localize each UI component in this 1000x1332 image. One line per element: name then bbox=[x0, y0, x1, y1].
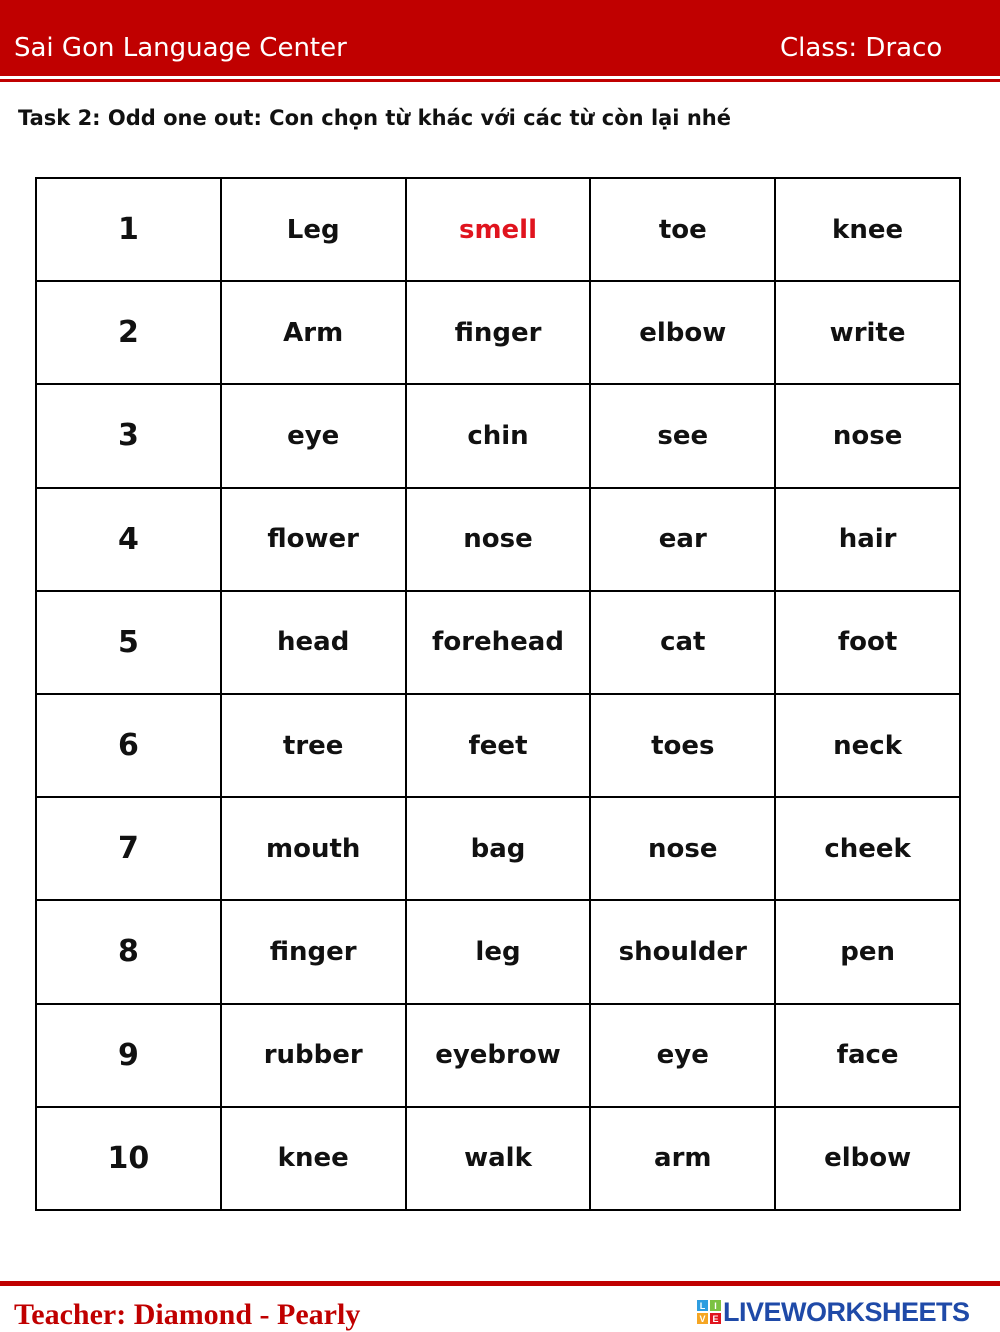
row-number: 7 bbox=[36, 797, 221, 900]
table-row bbox=[36, 1004, 960, 1107]
word-cell[interactable]: face bbox=[775, 1004, 960, 1107]
word-cell[interactable]: knee bbox=[221, 1107, 406, 1210]
word-cell[interactable]: hair bbox=[775, 488, 960, 591]
table-row bbox=[36, 281, 960, 384]
row-number: 3 bbox=[36, 384, 221, 487]
word-cell[interactable]: nose bbox=[590, 797, 775, 900]
row-number: 9 bbox=[36, 1004, 221, 1107]
liveworksheets-brand: LIVEWORKSHEETS bbox=[723, 1297, 970, 1327]
table-row bbox=[36, 900, 960, 1003]
row-number: 10 bbox=[36, 1107, 221, 1210]
word-cell[interactable]: forehead bbox=[406, 591, 591, 694]
row-number: 2 bbox=[36, 281, 221, 384]
word-cell[interactable]: toe bbox=[590, 178, 775, 281]
row-number: 8 bbox=[36, 900, 221, 1003]
svg-text:I: I bbox=[714, 1301, 717, 1311]
word-cell[interactable]: feet bbox=[406, 694, 591, 797]
row-number: 1 bbox=[36, 178, 221, 281]
word-cell[interactable]: eye bbox=[590, 1004, 775, 1107]
word-cell[interactable]: arm bbox=[590, 1107, 775, 1210]
footer-divider bbox=[0, 1281, 1000, 1286]
table-row bbox=[36, 591, 960, 694]
word-cell[interactable]: flower bbox=[221, 488, 406, 591]
center-name: Sai Gon Language Center bbox=[14, 33, 347, 63]
word-cell[interactable]: see bbox=[590, 384, 775, 487]
word-cell[interactable]: elbow bbox=[590, 281, 775, 384]
word-cell[interactable]: cat bbox=[590, 591, 775, 694]
word-cell[interactable]: eye bbox=[221, 384, 406, 487]
word-cell[interactable]: nose bbox=[775, 384, 960, 487]
word-cell[interactable]: walk bbox=[406, 1107, 591, 1210]
word-cell-selected[interactable]: smell bbox=[406, 178, 591, 281]
header-bar bbox=[0, 0, 1000, 76]
row-number: 5 bbox=[36, 591, 221, 694]
word-cell[interactable]: mouth bbox=[221, 797, 406, 900]
teacher-credit: Teacher: Diamond - Pearly bbox=[14, 1298, 361, 1331]
row-number: 4 bbox=[36, 488, 221, 591]
word-cell[interactable]: finger bbox=[221, 900, 406, 1003]
word-cell[interactable]: rubber bbox=[221, 1004, 406, 1107]
word-cell[interactable]: tree bbox=[221, 694, 406, 797]
word-cell[interactable]: knee bbox=[775, 178, 960, 281]
word-cell[interactable]: leg bbox=[406, 900, 591, 1003]
word-cell[interactable]: Leg bbox=[221, 178, 406, 281]
word-cell[interactable]: head bbox=[221, 591, 406, 694]
class-label: Class: Draco bbox=[780, 33, 943, 63]
word-cell[interactable]: ear bbox=[590, 488, 775, 591]
header-divider bbox=[0, 79, 1000, 82]
word-cell[interactable]: cheek bbox=[775, 797, 960, 900]
word-cell[interactable]: Arm bbox=[221, 281, 406, 384]
word-cell[interactable]: pen bbox=[775, 900, 960, 1003]
task-title: Task 2: Odd one out: Con chọn từ khác với các từ còn lại nhé bbox=[18, 106, 731, 130]
word-cell[interactable]: finger bbox=[406, 281, 591, 384]
word-cell[interactable]: neck bbox=[775, 694, 960, 797]
table-row bbox=[36, 178, 960, 281]
word-cell[interactable]: write bbox=[775, 281, 960, 384]
svg-text:V: V bbox=[699, 1314, 706, 1324]
word-cell[interactable]: shoulder bbox=[590, 900, 775, 1003]
liveworksheets-logo-icon bbox=[697, 1300, 721, 1324]
liveworksheets-logo[interactable] bbox=[697, 1298, 997, 1328]
word-cell[interactable]: bag bbox=[406, 797, 591, 900]
row-number: 6 bbox=[36, 694, 221, 797]
svg-text:E: E bbox=[712, 1314, 719, 1324]
table-row bbox=[36, 488, 960, 591]
table-row bbox=[36, 694, 960, 797]
word-cell[interactable]: chin bbox=[406, 384, 591, 487]
word-cell[interactable]: eyebrow bbox=[406, 1004, 591, 1107]
word-cell[interactable]: elbow bbox=[775, 1107, 960, 1210]
word-cell[interactable]: foot bbox=[775, 591, 960, 694]
svg-text:L: L bbox=[699, 1301, 706, 1311]
table-row bbox=[36, 797, 960, 900]
table-row bbox=[36, 1107, 960, 1210]
word-cell[interactable]: nose bbox=[406, 488, 591, 591]
odd-one-out-table bbox=[35, 177, 961, 1211]
table-row bbox=[36, 384, 960, 487]
word-cell[interactable]: toes bbox=[590, 694, 775, 797]
